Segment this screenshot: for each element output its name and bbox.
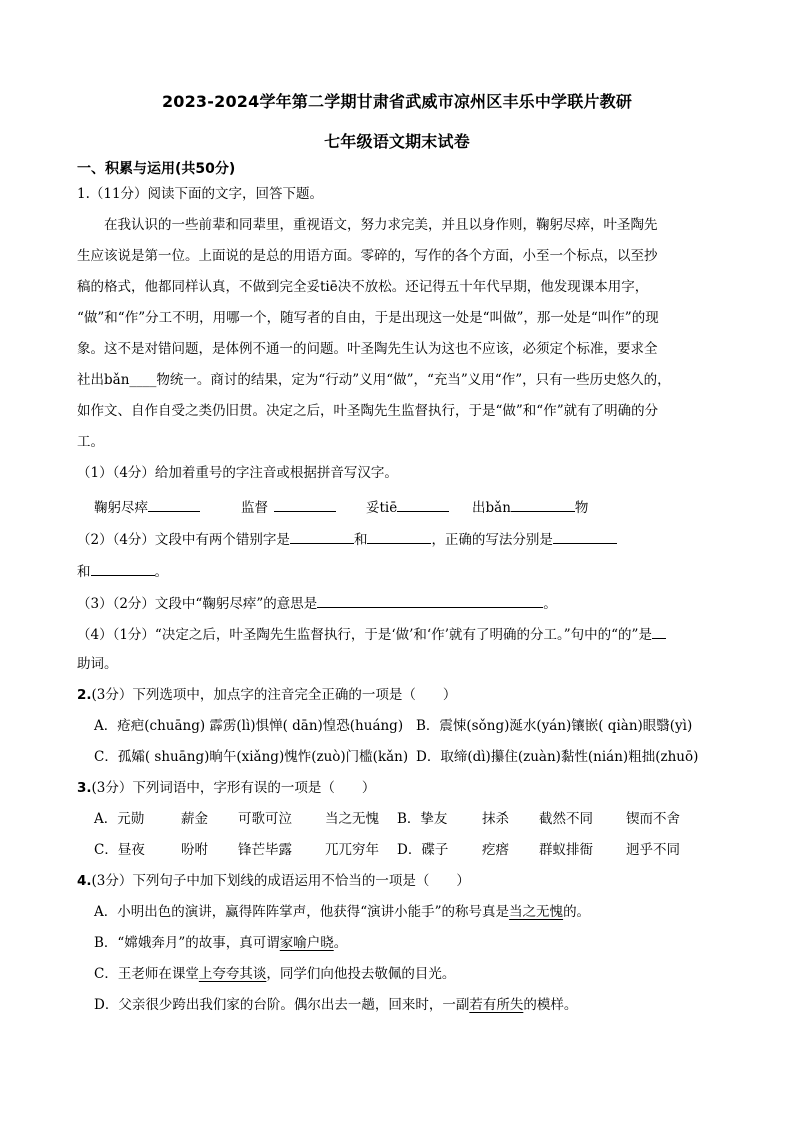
q4-text: ，同学们向他投去敬佩的目光。 bbox=[266, 966, 456, 982]
underlined-idiom: 上夸夸其谈 bbox=[198, 966, 267, 982]
answer-blank[interactable] bbox=[274, 496, 336, 512]
q4-stem bbox=[77, 871, 470, 891]
q1-sub2-text: （2）（4分）文段中有两个错别字是 bbox=[77, 532, 290, 548]
answer-blank[interactable] bbox=[511, 496, 575, 512]
q1-sub1-word: 妥tiē bbox=[366, 500, 398, 516]
q1-sub2-cont bbox=[77, 560, 168, 582]
section-heading: 一、积累与运用(共50分) bbox=[77, 161, 236, 177]
q4-text: 的模样。 bbox=[523, 997, 578, 1013]
q2-option-b[interactable]: B．震悚(sǒng)涎水(yán)镶嵌( qiàn)眼翳(yì) bbox=[416, 718, 693, 734]
q3-word: D．碟子 bbox=[397, 842, 449, 858]
q1-sub4-cont: 助词。 bbox=[77, 656, 118, 672]
q1-sub4-text: （4）（1分）“决定之后，叶圣陶先生监督执行，于是‘做’和‘作’就有了明确的分工。”句中的“的”是 bbox=[77, 627, 652, 643]
q3-word: C．昼夜 bbox=[94, 842, 145, 858]
q4-option-b[interactable] bbox=[94, 933, 347, 953]
q1-passage-line: 稿的格式，他都同样认真，不做到完全妥tiē决不放松。还记得五十年代早期，他发现课本用字， bbox=[77, 279, 649, 295]
q1-sub1-word: 物 bbox=[574, 500, 589, 516]
q1-sub2-text: ，正确的写法分别是 bbox=[431, 532, 553, 548]
q4-option-d[interactable] bbox=[94, 995, 577, 1015]
q3-text: (3分）下列词语中，字形有误的一项是（ ） bbox=[91, 780, 376, 796]
exam-title-line2: 七年级语文期末试卷 bbox=[324, 132, 470, 151]
q2-text: (3分）下列选项中，加点字的注音完全正确的一项是（ ） bbox=[91, 687, 457, 703]
q2-stem bbox=[77, 685, 456, 705]
q1-sub2-text: 和 bbox=[353, 532, 368, 548]
q3-word: A．元勋 bbox=[94, 811, 145, 827]
answer-blank[interactable] bbox=[91, 560, 155, 576]
q1-sub3-text: 。 bbox=[543, 596, 557, 612]
answer-blank[interactable] bbox=[367, 528, 431, 544]
q1-sub3 bbox=[77, 592, 557, 614]
q4-text: 的。 bbox=[563, 904, 591, 920]
q1-sub2-text: 和 bbox=[77, 564, 91, 580]
q3-word: 锋芒毕露 bbox=[238, 842, 292, 858]
q3-word: 疙瘩 bbox=[482, 842, 509, 858]
exam-title-line1: 2023-2024学年第二学期甘肃省武威市凉州区丰乐中学联片教研 bbox=[161, 92, 633, 111]
answer-blank[interactable] bbox=[397, 496, 449, 512]
q4-text: B．“嫦娥奔月”的故事，真可谓 bbox=[94, 935, 280, 951]
q1-passage-line: 工。 bbox=[77, 434, 104, 450]
q3-word: 群蚁排衙 bbox=[539, 842, 593, 858]
q4-option-a[interactable] bbox=[94, 902, 590, 922]
q1-passage-line: 社出bǎn____物统一。商讨的结果，定为“行动”义用“做”，“充当”义用“作”，只有一些历史悠久的， bbox=[77, 372, 671, 388]
q1-sub1-prompt: （1）（4分）给加着重号的字注音或根据拼音写汉字。 bbox=[77, 465, 398, 481]
q3-word: B．挚友 bbox=[397, 811, 448, 827]
q1-sub1-item bbox=[472, 496, 588, 518]
q1-passage-line: 生应该说是第一位。上面说的是总的用语方面。零碎的，写作的各个方面，小至一个标点，以至抄 bbox=[77, 248, 658, 264]
q1-sub2 bbox=[77, 528, 617, 550]
q1-sub1-word: 鞠躬尽瘁 bbox=[94, 500, 148, 516]
q4-text: D．父亲很少跨出我们家的台阶。偶尔出去一趟，回来时，一副 bbox=[94, 997, 470, 1013]
underlined-idiom: 家喻户晓 bbox=[279, 935, 334, 951]
q4-text: C．王老师在课堂 bbox=[94, 966, 199, 982]
q4-number: 4. bbox=[77, 873, 92, 889]
q1-passage-line: 象。这不是对错问题，是体例不通一的问题。叶圣陶先生认为这也不应该，必须定个标准，要求全 bbox=[77, 341, 658, 357]
q1-sub1-item bbox=[241, 496, 336, 518]
answer-blank[interactable] bbox=[652, 623, 666, 639]
q1-passage-line: 如作文、自作自受之类仍旧贯。决定之后，叶圣陶先生监督执行，于是“做”和“作”就有了明确的分 bbox=[77, 403, 659, 419]
q3-stem bbox=[77, 778, 375, 798]
answer-blank[interactable] bbox=[148, 496, 200, 512]
q4-text: (3分）下列句子中加下划线的成语运用不恰当的一项是（ ） bbox=[91, 873, 470, 889]
q3-option-b[interactable] bbox=[397, 809, 680, 829]
q3-word: 当之无愧 bbox=[325, 811, 379, 827]
q3-word: 截然不同 bbox=[539, 811, 593, 827]
q4-text: 。 bbox=[333, 935, 348, 951]
q3-word: 吩咐 bbox=[181, 842, 208, 858]
q3-word: 锲而不舍 bbox=[626, 811, 680, 827]
q4-option-c[interactable] bbox=[94, 964, 455, 984]
q1-passage-line: “做”和“作”分工不明，用哪一个，随写者的自由，于是出现这一处是“叫做”，那一处是“叫作”的现 bbox=[77, 310, 659, 326]
q3-option-d[interactable] bbox=[397, 840, 680, 860]
q1-sub1-item bbox=[94, 496, 200, 518]
q3-option-a[interactable] bbox=[94, 809, 379, 829]
q3-number: 3. bbox=[77, 780, 92, 796]
answer-blank[interactable] bbox=[553, 528, 617, 544]
q1-sub1-item bbox=[366, 496, 449, 518]
q3-word: 薪金 bbox=[181, 811, 208, 827]
q3-word: 迥乎不同 bbox=[626, 842, 680, 858]
q1-sub1-word: 监督 bbox=[241, 500, 268, 516]
q2-option-a[interactable]: A．疮疤(chuāng) 霹雳(lì)惧惮( dān)惶恐(huáng) bbox=[94, 718, 404, 734]
q1-stem: 1.（11分）阅读下面的文字，回答下题。 bbox=[77, 186, 324, 202]
answer-blank[interactable] bbox=[290, 528, 354, 544]
q1-passage-line: 在我认识的一些前辈和同辈里，重视语文，努力求完美，并且以身作则，鞠躬尽瘁，叶圣陶先 bbox=[104, 217, 658, 233]
answer-blank[interactable] bbox=[317, 592, 543, 608]
q2-number: 2. bbox=[77, 687, 92, 703]
q2-option-d[interactable]: D．取缔(dì)攥住(zuàn)黏性(nián)粗拙(zhuō) bbox=[416, 749, 699, 765]
underlined-idiom: 若有所失 bbox=[469, 997, 524, 1013]
q3-word: 抹杀 bbox=[482, 811, 509, 827]
q3-option-c[interactable] bbox=[94, 840, 379, 860]
q2-option-c[interactable]: C．孤孀( shuāng)晌午(xiǎng)愧怍(zuò)门槛(kǎn) bbox=[94, 749, 409, 765]
q3-word: 兀兀穷年 bbox=[325, 842, 379, 858]
underlined-idiom: 当之无愧 bbox=[509, 904, 564, 920]
q1-sub4 bbox=[77, 623, 666, 645]
q3-word: 可歌可泣 bbox=[238, 811, 292, 827]
q1-sub1-word: 出bǎn bbox=[472, 500, 511, 516]
q1-sub2-text: 。 bbox=[154, 564, 168, 580]
q4-text: A．小明出色的演讲，赢得阵阵掌声，他获得“演讲小能手”的称号真是 bbox=[94, 904, 510, 920]
q1-sub3-text: （3）（2分）文段中“鞠躬尽瘁”的意思是 bbox=[77, 596, 318, 612]
